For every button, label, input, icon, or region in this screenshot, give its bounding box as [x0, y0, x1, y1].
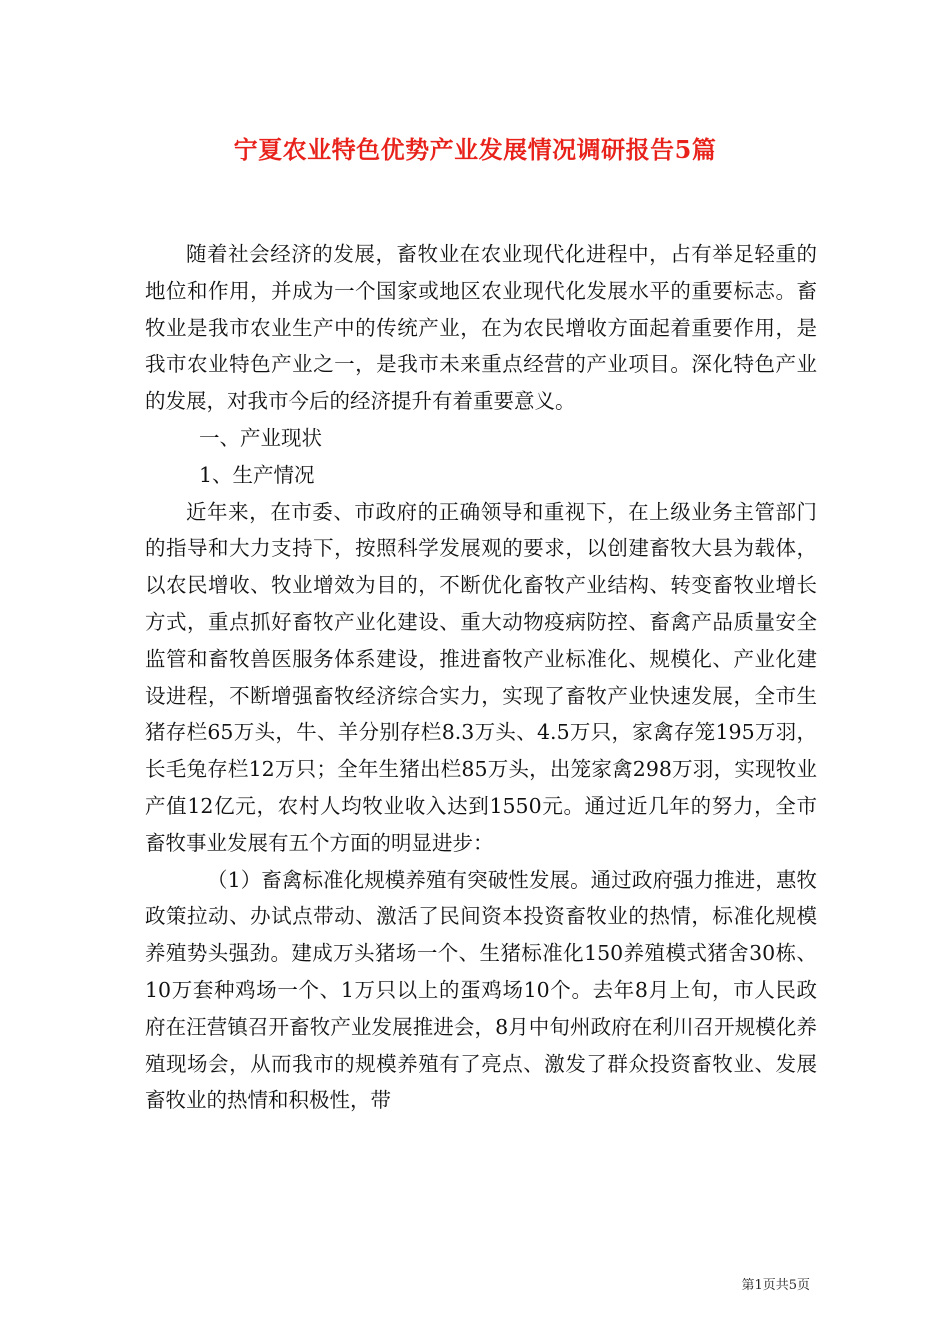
document-body [145, 236, 817, 1119]
intro-paragraph: 随着社会经济的发展，畜牧业在农业现代化进程中，占有举足轻重的地位和作用，并成为一个国家或地区农业现代化发展水平的重要标志。畜牧业是我市农业生产中的传统产业，在为农民增收方面起着重要作用，是我市农业特色产业之一，是我市未来重点经营的产业项目。深化特色产业的发展，对我市今后的经济提升有着重要意义。 [145, 242, 817, 414]
page-number-footer: 第1页共5页 [741, 1278, 810, 1293]
subsection-heading-production: 1、生产情况 [199, 462, 315, 487]
section-heading-industry-status: 一、产业现状 [199, 425, 322, 450]
production-paragraph: 近年来，在市委、市政府的正确领导和重视下，在上级业务主管部门的指导和大力支持下，按照科学发展观的要求，以创建畜牧大县为载体，以农民增收、牧业增效为目的，不断优化畜牧产业结构、转变畜牧业增长方式，重点抓好畜牧产业化建设、重大动物疫病防控、畜禽产品质量安全监管和畜牧兽医服务体系建设，推进畜牧产业标准化、规模化、产业化建设进程，不断增强畜牧经济综合实力，实现了畜牧产业快速发展，全市生猪存栏65万头，牛、羊分别存栏8.3万头、4.5万只，家禽存笼195万羽，长毛兔存栏12万只；全年生猪出栏85万头，出笼家禽298万羽，实现牧业产值12亿元，农村人均牧业收入达到1550元。通过近几年的努力，全市畜牧事业发展有五个方面的明显进步： [145, 499, 817, 855]
document-title: 宁夏农业特色优势产业发展情况调研报告5篇 [233, 135, 717, 164]
standardization-paragraph: （1）畜禽标准化规模养殖有突破性发展。通过政府强力推进，惠牧政策拉动、办试点带动、激活了民间资本投资畜牧业的热情，标准化规模养殖势头强劲。建成万头猪场一个、生猪标准化150养殖模式猪舍30栋、10万套种鸡场一个、1万只以上的蛋鸡场10个。去年8月上旬，市人民政府在汪营镇召开畜牧产业发展推进会，8月中旬州政府在利川召开规模化养殖现场会，从而我市的规模养殖有了亮点、激发了群众投资畜牧业、发展畜牧业的热情和积极性，带 [145, 867, 817, 1113]
